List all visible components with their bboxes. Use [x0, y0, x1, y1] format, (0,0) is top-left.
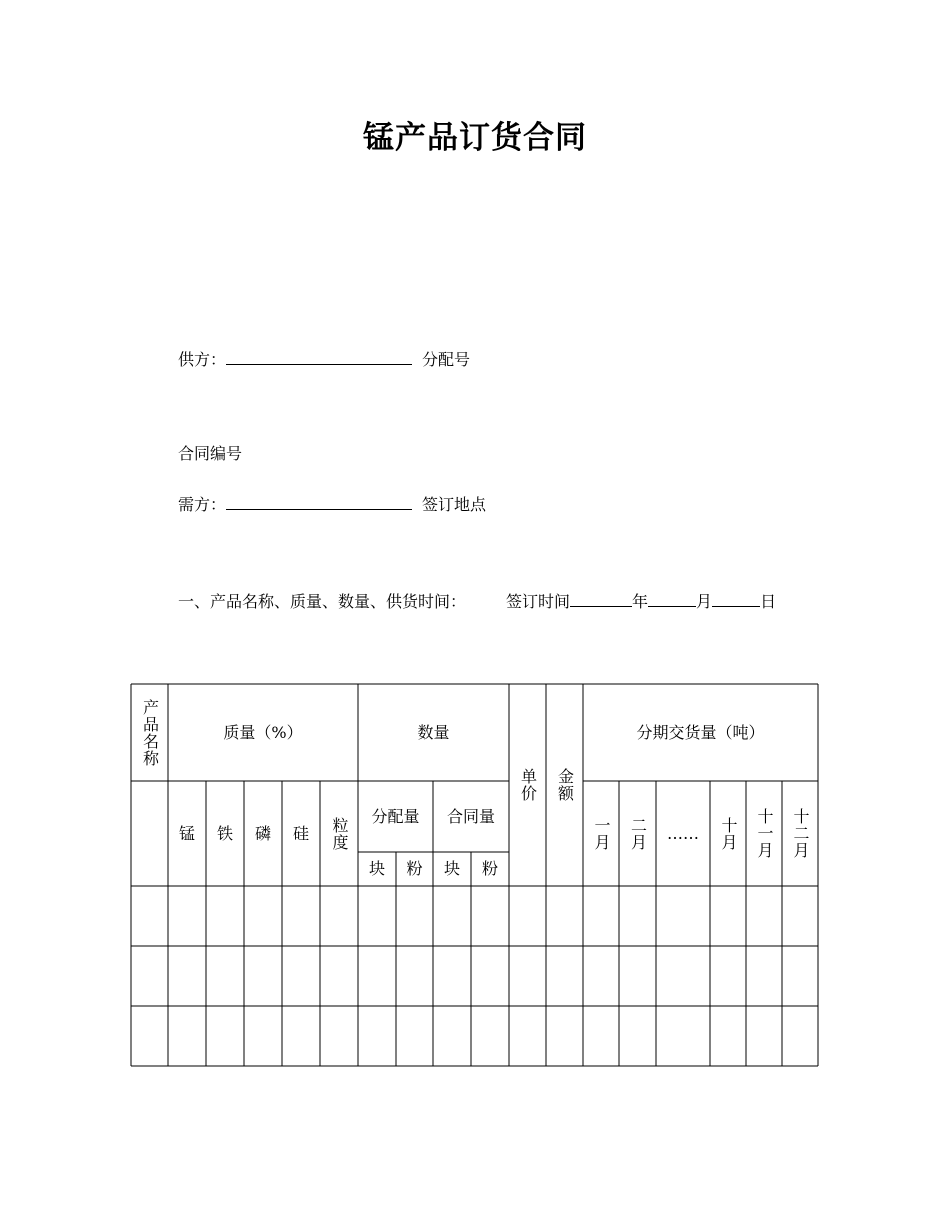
header-iron: 铁 [216, 823, 233, 843]
allocation-no-label: 分配号 [422, 350, 471, 369]
contract-no-label: 合同编号 [178, 444, 243, 463]
header-silicon: 硅 [292, 823, 309, 843]
header-month-2: 二月 [628, 816, 648, 851]
header-phosphorus: 磷 [254, 823, 271, 843]
buyer-label: 需方： [178, 495, 227, 514]
header-contracted: 合同量 [446, 806, 495, 826]
header-installments: 分期交货量（吨） [636, 722, 765, 742]
header-quantity: 数量 [417, 722, 450, 742]
header-unit-price: 单价 [518, 768, 538, 802]
header-month-12: 十二月 [791, 808, 810, 859]
header-manganese: 锰 [178, 823, 195, 843]
header-contracted-lump: 块 [443, 859, 460, 878]
header-month-10: 十月 [719, 816, 738, 851]
header-allocated-lump: 块 [368, 859, 385, 878]
table-row[interactable] [131, 946, 818, 1006]
section1-heading: 一、产品名称、质量、数量、供货时间： [178, 592, 467, 611]
year-label: 年 [632, 592, 649, 611]
header-month-11: 十一月 [755, 808, 774, 859]
table-row[interactable] [131, 886, 818, 946]
table-row[interactable] [131, 1006, 818, 1066]
header-amount: 金额 [555, 768, 575, 802]
document-title: 锰产品订货合同 [363, 120, 587, 156]
sign-place-label: 签订地点 [422, 495, 487, 514]
header-quality: 质量（%） [223, 722, 303, 742]
supplier-label: 供方： [178, 350, 227, 369]
header-granularity: 粒度 [330, 816, 349, 851]
header-month-ellipsis: …… [667, 823, 699, 843]
header-month-1: 一月 [592, 816, 611, 851]
header-product-name: 产品名称 [140, 698, 160, 767]
day-label: 日 [760, 592, 777, 611]
month-label: 月 [696, 592, 713, 611]
header-allocated: 分配量 [371, 806, 420, 826]
header-allocated-powder: 粉 [406, 859, 423, 878]
sign-time-label: 签订时间 [506, 592, 571, 611]
header-contracted-powder: 粉 [481, 859, 498, 878]
